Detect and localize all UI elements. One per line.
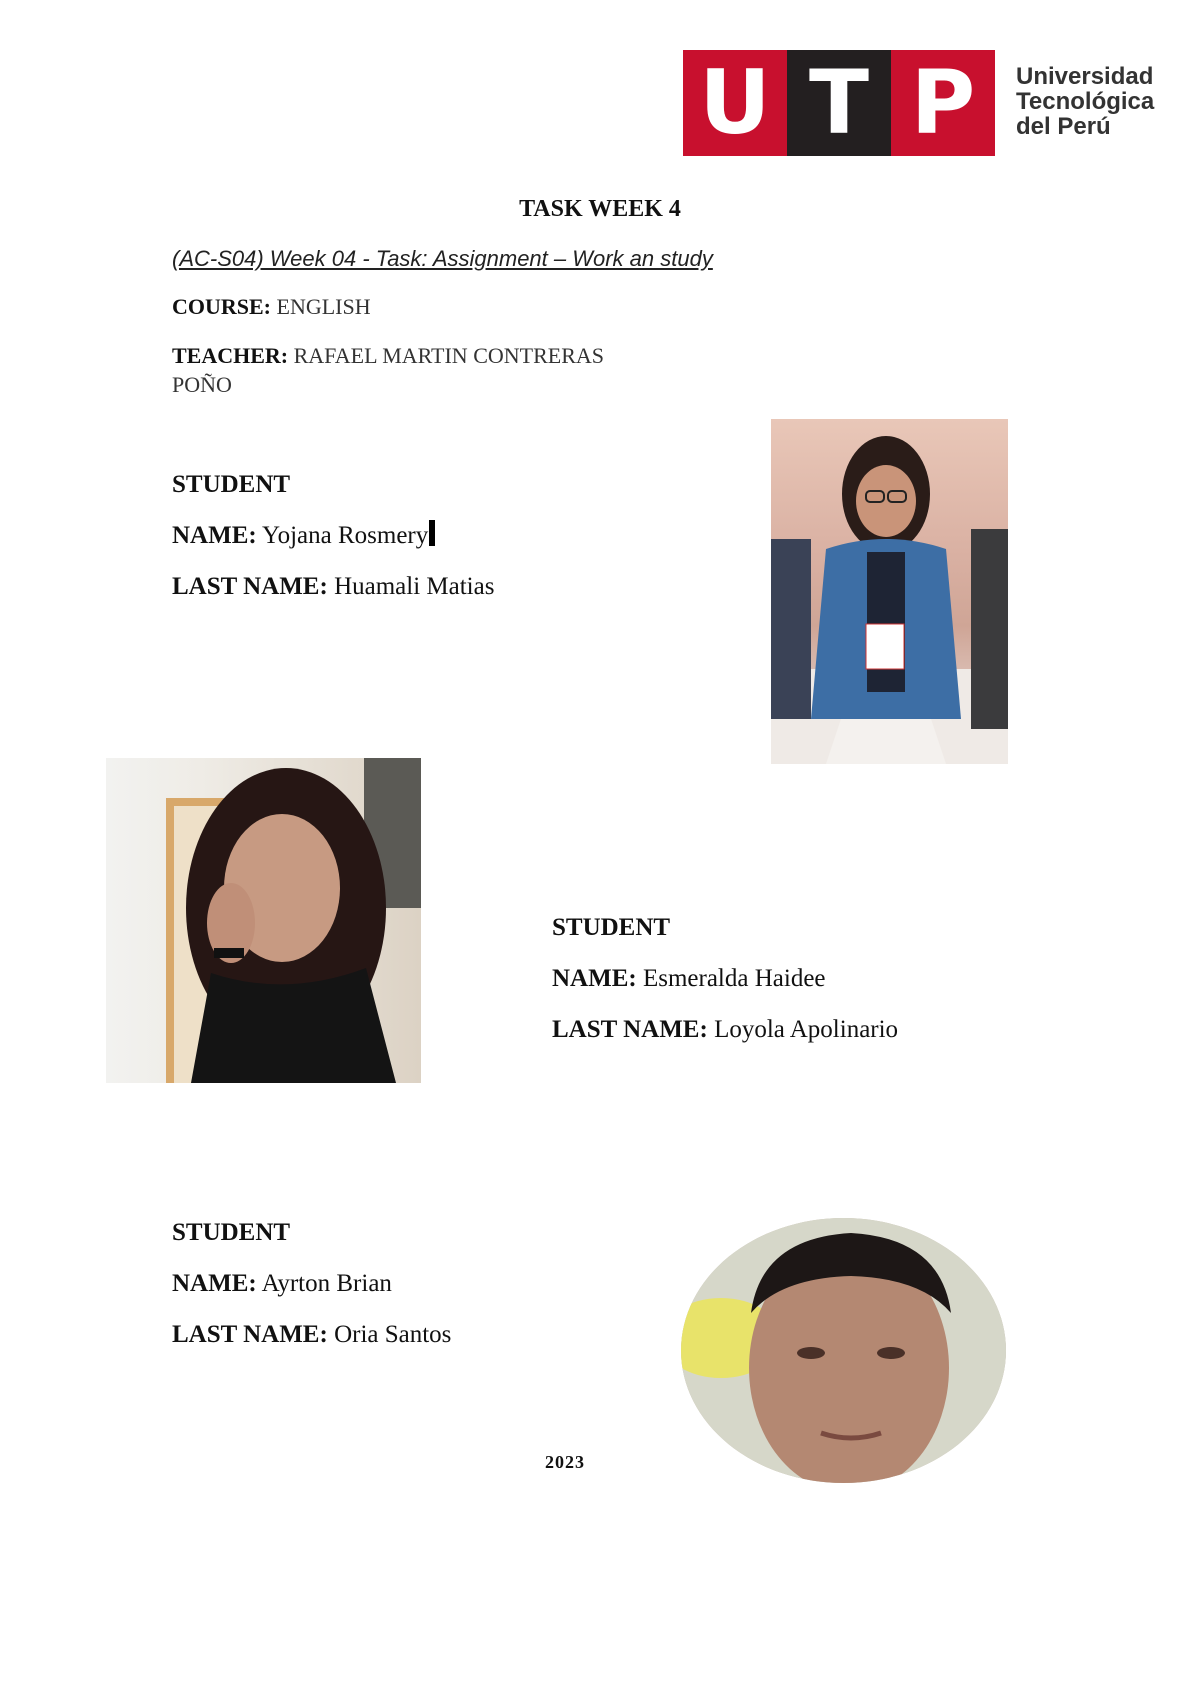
student-heading: STUDENT bbox=[172, 471, 291, 498]
course-label: COURSE: bbox=[172, 294, 272, 319]
student-photo-3 bbox=[681, 1218, 1006, 1483]
logo-letter-p: P bbox=[891, 50, 995, 156]
logo-letter-u: U bbox=[683, 50, 787, 156]
utp-logo bbox=[683, 50, 1163, 156]
student-block-1 bbox=[172, 459, 494, 612]
logo-university-name bbox=[1016, 64, 1154, 139]
student-last-name: Oria Santos bbox=[327, 1321, 452, 1348]
teacher-line bbox=[172, 341, 604, 399]
student-block-2 bbox=[552, 902, 898, 1055]
student-name: Esmeralda Haidee bbox=[636, 965, 826, 992]
student-name: Yojana Rosmery bbox=[256, 522, 429, 549]
logo-line-2: Tecnológica bbox=[1016, 88, 1155, 115]
student-block-3 bbox=[172, 1207, 451, 1360]
year-footer: 2023 bbox=[545, 1452, 585, 1472]
teacher-label: TEACHER: bbox=[172, 343, 289, 368]
last-name-label: LAST NAME: bbox=[552, 1016, 708, 1043]
logo-line-3: del Perú bbox=[1016, 113, 1111, 140]
student-name: Ayrton Brian bbox=[256, 1270, 392, 1297]
name-label: NAME: bbox=[552, 965, 637, 992]
teacher-value: RAFAEL MARTIN CONTRERAS bbox=[288, 343, 604, 368]
logo-line-1: Universidad bbox=[1016, 63, 1154, 90]
assignment-subtitle: (AC-S04) Week 04 - Task: Assignment – Work an study bbox=[172, 246, 713, 271]
last-name-label: LAST NAME: bbox=[172, 1321, 328, 1348]
course-value: ENGLISH bbox=[271, 294, 371, 319]
document-title: TASK WEEK 4 bbox=[519, 196, 681, 222]
student-last-name: Huamali Matias bbox=[327, 573, 495, 600]
teacher-value-2: POÑO bbox=[172, 372, 232, 397]
text-cursor bbox=[429, 520, 435, 546]
last-name-label: LAST NAME: bbox=[172, 573, 328, 600]
student-last-name: Loyola Apolinario bbox=[707, 1016, 899, 1043]
course-line bbox=[172, 294, 371, 320]
student-photo-1 bbox=[771, 419, 1008, 764]
student-heading: STUDENT bbox=[172, 1219, 291, 1246]
name-label: NAME: bbox=[172, 522, 257, 549]
logo-letter-t: T bbox=[787, 50, 891, 156]
student-heading: STUDENT bbox=[552, 914, 671, 941]
student-photo-2 bbox=[106, 758, 421, 1083]
name-label: NAME: bbox=[172, 1270, 257, 1297]
